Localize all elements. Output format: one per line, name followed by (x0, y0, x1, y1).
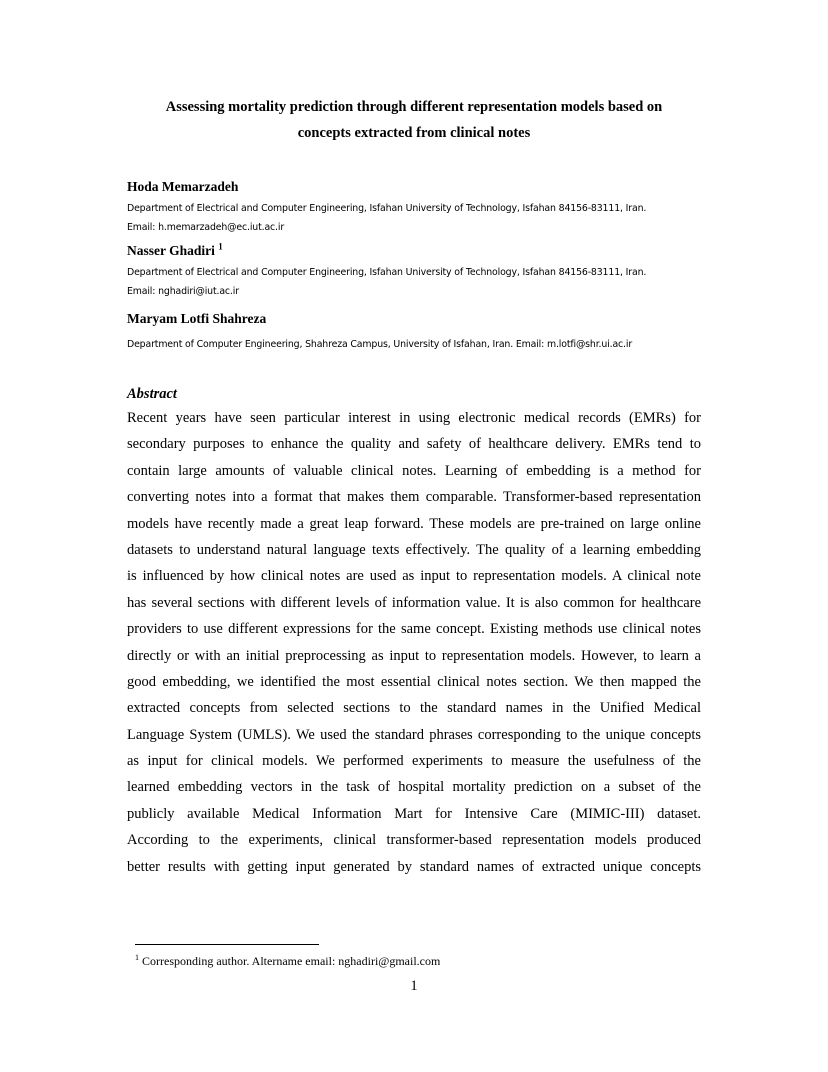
author-affiliation (127, 199, 707, 237)
abstract-heading: Abstract (127, 386, 177, 402)
affiliation-line: Department of Computer Engineering, Shahreza Campus, University of Isfahan, Iran. Email: m.lotfi@shr.ui.ac.ir (127, 339, 633, 350)
title-line: concepts extracted from clinical notes (297, 125, 531, 141)
footnote (135, 953, 440, 969)
footnote-text: Corresponding author. Altername email: nghadiri@gmail.com (142, 954, 441, 968)
author-name-text: Nasser Ghadiri (127, 243, 215, 258)
abstract-line: providers to use different expressions for the same concept. Existing methods use clinical notes (127, 621, 701, 638)
abstract-line: converting notes into a format that makes them comparable. Transformer-based representation (127, 489, 701, 506)
abstract-body (127, 405, 701, 880)
abstract-line: contain large amounts of valuable clinical notes. Learning of embedding is a method for (127, 462, 701, 479)
abstract-line: Language System (UMLS). We used the standard phrases corresponding to the unique concepts (127, 726, 701, 743)
author-name-text: Maryam Lotfi Shahreza (127, 311, 267, 326)
footnote-divider (135, 944, 319, 945)
abstract-line: According to the experiments, clinical transformer-based representation models produced (127, 832, 701, 849)
corresponding-author-marker: 1 (218, 241, 223, 252)
affiliation-email: Email: nghadiri@iut.ac.ir (127, 286, 239, 297)
affiliation-line: Department of Electrical and Computer Engineering, Isfahan University of Technology, Isfahan 84156-83111, Iran. (127, 203, 647, 214)
abstract-line: has several sections with different levels of information value. It is also common for healthcare (127, 594, 701, 611)
abstract-line: good embedding, we identified the most essential clinical notes section. We then mapped the (127, 673, 701, 690)
abstract-line: learned embedding vectors in the task of hospital mortality prediction on a subset of the (127, 779, 701, 796)
abstract-line: publicly available Medical Information Mart for Intensive Care (MIMIC-III) dataset. (127, 805, 701, 822)
abstract-line: is influenced by how clinical notes are used as input to representation models. A clinical note (127, 568, 701, 585)
abstract-line: better results with getting input generated by standard names of extracted unique concepts (127, 858, 701, 875)
paper-title (120, 94, 708, 146)
author-affiliation (127, 335, 707, 354)
affiliation-line: Department of Electrical and Computer Engineering, Isfahan University of Technology, Isfahan 84156-83111, Iran. (127, 267, 647, 278)
author-name (127, 178, 238, 196)
abstract-line: datasets to understand natural language texts effectively. The quality of a learning embedding (127, 541, 701, 558)
author-name-text: Hoda Memarzadeh (127, 179, 239, 194)
affiliation-email: Email: h.memarzadeh@ec.iut.ac.ir (127, 222, 285, 233)
abstract-line: Recent years have seen particular interest in using electronic medical records (EMRs) for (127, 410, 701, 426)
footnote-marker: 1 (135, 953, 139, 962)
title-line: Assessing mortality prediction through different representation models based on (165, 99, 663, 115)
abstract-line: models have recently made a great leap forward. These models are pre-trained on large online (127, 515, 701, 532)
page-number: 1 (410, 978, 418, 994)
abstract-line: secondary purposes to enhance the quality and safety of healthcare delivery. EMRs tend to (127, 436, 701, 453)
abstract-line: as input for clinical models. We performed experiments to measure the usefulness of the (127, 753, 701, 770)
author-name (127, 242, 223, 260)
abstract-line: directly or with an initial preprocessing as input to representation models. However, to learn a (127, 647, 701, 664)
abstract-line: extracted concepts from selected sections to the standard names in the Unified Medical (127, 700, 701, 717)
author-affiliation (127, 263, 707, 301)
author-name (127, 310, 266, 328)
